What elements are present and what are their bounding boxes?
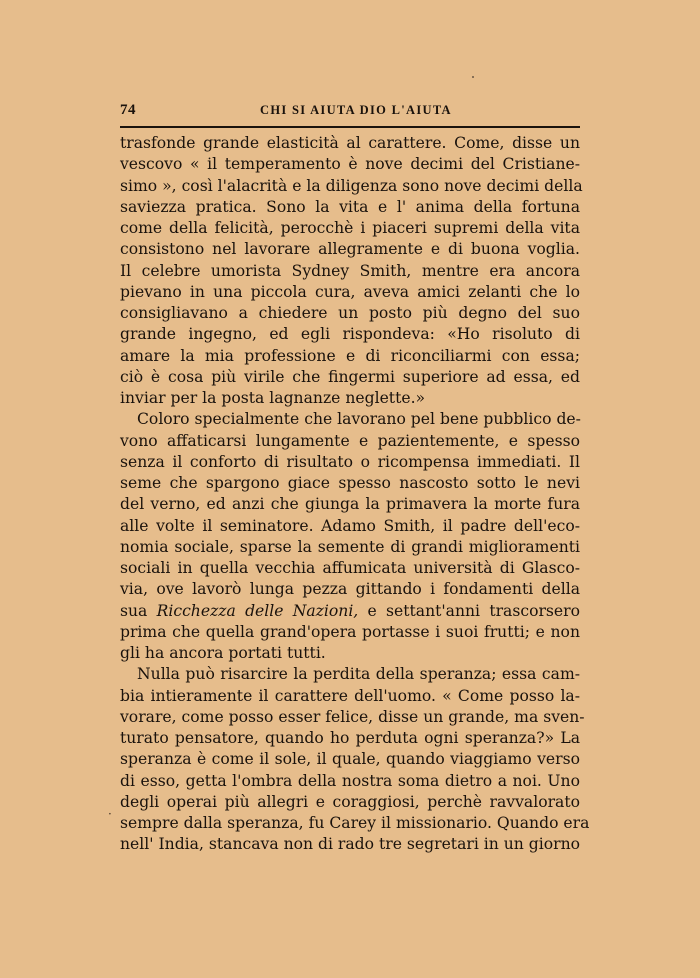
text-line: ciò è cosa più virile che fingermi superiore ad essa, ed	[120, 367, 580, 386]
paragraph-1	[120, 133, 583, 409]
text-line: amare la mia professione e di riconciliarmi con essa;	[120, 346, 580, 365]
margin-mark: ·	[108, 807, 112, 821]
text-fragment: e settant'anni trascorsero	[358, 601, 580, 620]
text-line: vono affaticarsi lungamente e pazientemente, e spesso	[120, 431, 580, 450]
text-line: consigliavano a chiedere un posto più degno del suo	[120, 304, 580, 322]
text-line: simo », così l'alacrità e la diligenza sono nove decimi della	[120, 176, 583, 195]
text-line-with-title	[120, 601, 580, 622]
text-line: degli operai più allegri e coraggiosi, perchè ravvalorato	[120, 792, 580, 811]
text-line: Coloro specialmente che lavorano pel bene pubblico de-	[137, 410, 581, 429]
text-line: senza il conforto di risultato o ricompensa immediati. Il	[120, 452, 580, 471]
page-header	[120, 102, 580, 122]
paragraph-3	[120, 664, 590, 855]
text-line: seme che spargono giace spesso nascosto sotto le nevi	[120, 474, 580, 492]
text-line: via, ove lavorò lunga pezza gittando i fondamenti della	[120, 580, 580, 599]
body-text	[120, 133, 590, 856]
text-line: speranza è come il sole, il quale, quando viaggiamo verso	[120, 750, 580, 769]
text-line: sociali in quella vecchia affumicata università di Glasco-	[120, 559, 580, 577]
text-line: nomia sociale, sparse la semente di grandi miglioramenti	[120, 537, 580, 556]
text-line: trasfonde grande elasticità al carattere. Come, disse un	[120, 134, 580, 152]
paper-speck	[472, 76, 474, 78]
page-number: 74	[120, 102, 136, 118]
text-line: sempre dalla speranza, fu Carey il missionario. Quando era	[120, 814, 590, 832]
text-line: alle volte il seminatore. Adamo Smith, il padre dell'eco-	[120, 516, 580, 535]
text-line: del verno, ed anzi che giunga la primavera la morte fura	[120, 495, 580, 514]
text-line: vescovo « il temperamento è nove decimi del Cristiane-	[120, 155, 580, 174]
text-line: gli ha ancora portati tutti.	[120, 644, 326, 662]
text-line: bia intieramente il carattere dell'uomo. « Come posso la-	[120, 686, 580, 705]
running-title: CHI SI AIUTA DIO L'AIUTA	[260, 103, 452, 117]
text-line: pievano in una piccola cura, aveva amici zelanti che lo	[120, 282, 580, 301]
text-line: come della felicità, perocchè i piaceri supremi della vita	[120, 219, 580, 237]
text-line: prima che quella grand'opera portasse i suoi frutti; e non	[120, 622, 580, 641]
text-line: inviar per la posta lagnanze neglette.»	[120, 389, 426, 407]
text-line: grande ingegno, ed egli rispondeva: «Ho risoluto di	[120, 325, 580, 344]
paragraph-2	[120, 409, 580, 664]
text-line: Nulla può risarcire la perdita della speranza; essa cam-	[137, 665, 580, 684]
text-line: nell' India, stancava non di rado tre segretari in un giorno	[120, 835, 581, 854]
text-line: turato pensatore, quando ho perduta ogni speranza?» La	[120, 729, 580, 747]
header-rule	[120, 126, 580, 128]
text-line: consistono nel lavorare allegramente e di buona voglia.	[120, 240, 580, 259]
text-line: Il celebre umorista Sydney Smith, mentre era ancora	[120, 261, 580, 280]
text-line: vorare, come posso esser felice, disse un grande, ma sven-	[120, 707, 585, 726]
text-fragment: sua	[120, 601, 157, 620]
text-line: di esso, getta l'ombra della nostra soma dietro a noi. Uno	[120, 771, 580, 790]
book-title: Ricchezza delle Nazioni,	[156, 601, 359, 620]
text-line: saviezza pratica. Sono la vita e l' anima della fortuna	[120, 197, 580, 216]
